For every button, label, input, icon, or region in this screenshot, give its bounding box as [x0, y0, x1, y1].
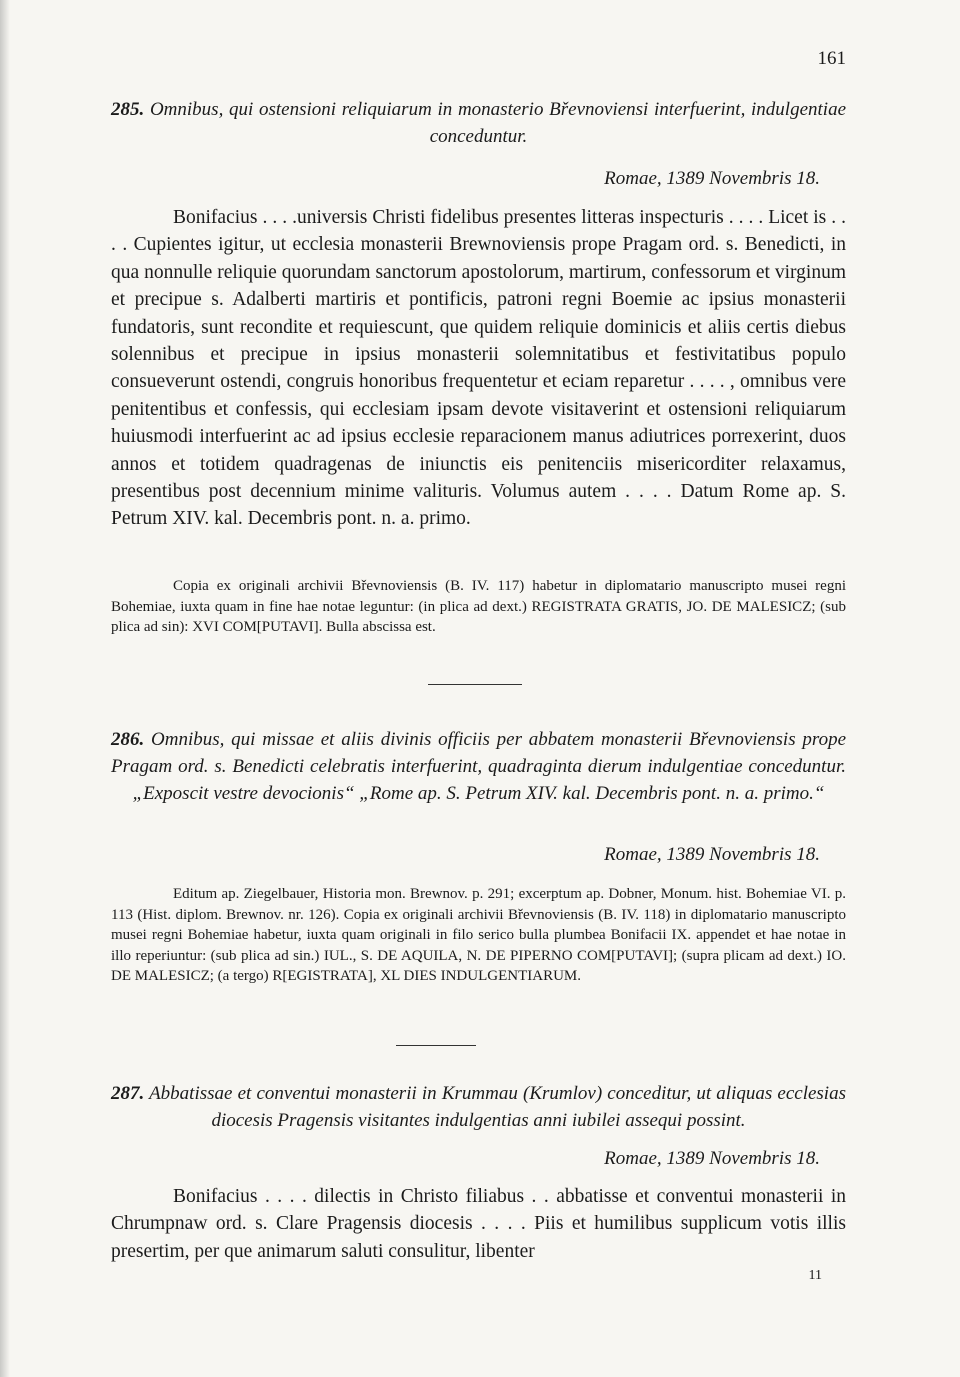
entry-287-body: Bonifacius . . . . dilectis in Christo filiabus . . abbatisse et conventui monasterii in Chrumpnaw ord. s. Clare Pragensis diocesis . . . . Piis et humilibus supplicum votis illis presertim, per que animarum saluti consulitur, libenter: [111, 1186, 846, 1262]
entry-287-text: [111, 1183, 846, 1265]
printer-signature: 11: [808, 1268, 822, 1283]
entry-286-title: Omnibus, qui missae et aliis divinis officiis per abbatem monasterii Břevnoviensis prope Pragam ord. s. Benedicti celebratis interfuerint, quadraginta dierum indulgentiae conceduntur. „Exposcit vestre devocionis“ „Rome ap. S. Petrum XIV. kal. Decembris pont. n. a. primo.“: [111, 729, 846, 804]
entry-285-title: Omnibus, qui ostensioni reliquiarum in monasterio Břevnoviensi interfuerint, indulgentiae conceduntur.: [149, 99, 846, 147]
entry-285-number: 285.: [111, 99, 145, 120]
entry-286-note: [111, 884, 846, 987]
entry-287-heading: [111, 1080, 846, 1134]
entry-286-number: 286.: [111, 729, 145, 750]
entry-285-note-text: Copia ex originali archivii Břevnoviensis (B. IV. 117) habetur in diplomatario manuscripto musei regni Bohemiae, iuxta quam in fine hae notae leguntur: (in plica ad dext.) REGISTRATA GRATIS, JO. DE MALESICZ; (sub plica ad sin): XVI COM[PUTAVI]. Bulla abscissa est.: [111, 578, 846, 635]
entry-285-heading: [111, 96, 846, 150]
entry-286-heading: [111, 726, 846, 807]
entry-285-text: [111, 204, 846, 533]
entry-285-body: Bonifacius . . . .universis Christi fidelibus presentes litteras inspecturis . . . . Licet is . . . . Cupientes igitur, ut ecclesia monasterii Brewnoviensis prope Pragam ord. s. Benedicti, in qua nonnulle reliquie quorundam sanctorum apostolorum, martirum, confessorum et virginum et precipue s. Adalberti martiris et pontificis, patroni regni Boemie ac ipsius monasterii fundatoris, sunt recondite et requiescunt, que quidem reliquie dominicis et aliis certis diebus solennibus et precipue in ipsius monasterii solemnitatibus et festivitatibus populo consueverunt ostendi, congruis honoribus frequentetur et eciam reparetur . . . . , omnibus vere penitentibus et confessis, qui ecclesiam ipsam devote visitaverint et ostensioni reliquiarum huiusmodi interfuerint ac ad ipsius ecclesie reparacionem manus adiutrices porrexerint, duos annos et totidem quadragenas de iniunctis eis penitenciis misericorditer relaxamus, presentibus post decennium minime valituris. Volumus autem . . . . Datum Rome ap. S. Petrum XIV. kal. Decembris pont. n. a. primo.: [111, 207, 846, 530]
entry-285-date: Romae, 1389 Novembris 18.: [604, 168, 820, 189]
page-number: 161: [817, 48, 846, 69]
section-divider: [396, 1045, 476, 1046]
entry-286-note-text: Editum ap. Ziegelbauer, Historia mon. Brewnov. p. 291; excerptum ap. Dobner, Monum. hist. Bohemiae VI. p. 113 (Hist. diplom. Brewnov. nr. 126). Copia ex originali archivii Břevnoviensis (B. IV. 118) in diplomatario manuscripto musei regni Bohemiae habetur, iuxta quam originali in filo serico bulla plumbea Bonifacii IX. appendet et hae notae in illo reperiuntur: (sub plica ad sin.) IUL., S. DE AQUILA, N. DE PIPERNO COM[PUTAVI]; (supra plicam ad dext.) IO. DE MALESICZ; (a tergo) R[EGISTRATA], XL DIES INDULGENTIARUM.: [111, 886, 846, 984]
entry-285-note: [111, 576, 846, 638]
entry-287-title: Abbatissae et conventui monasterii in Krummau (Krumlov) conceditur, ut aliquas ecclesias diocesis Pragensis visitantes indulgentias anni iubilei assequi possint.: [149, 1083, 846, 1131]
page-edge-shadow: [0, 0, 10, 1377]
entry-287-number: 287.: [111, 1083, 145, 1104]
section-divider: [428, 684, 522, 685]
entry-287-date: Romae, 1389 Novembris 18.: [604, 1148, 820, 1169]
entry-286-date: Romae, 1389 Novembris 18.: [604, 844, 820, 865]
